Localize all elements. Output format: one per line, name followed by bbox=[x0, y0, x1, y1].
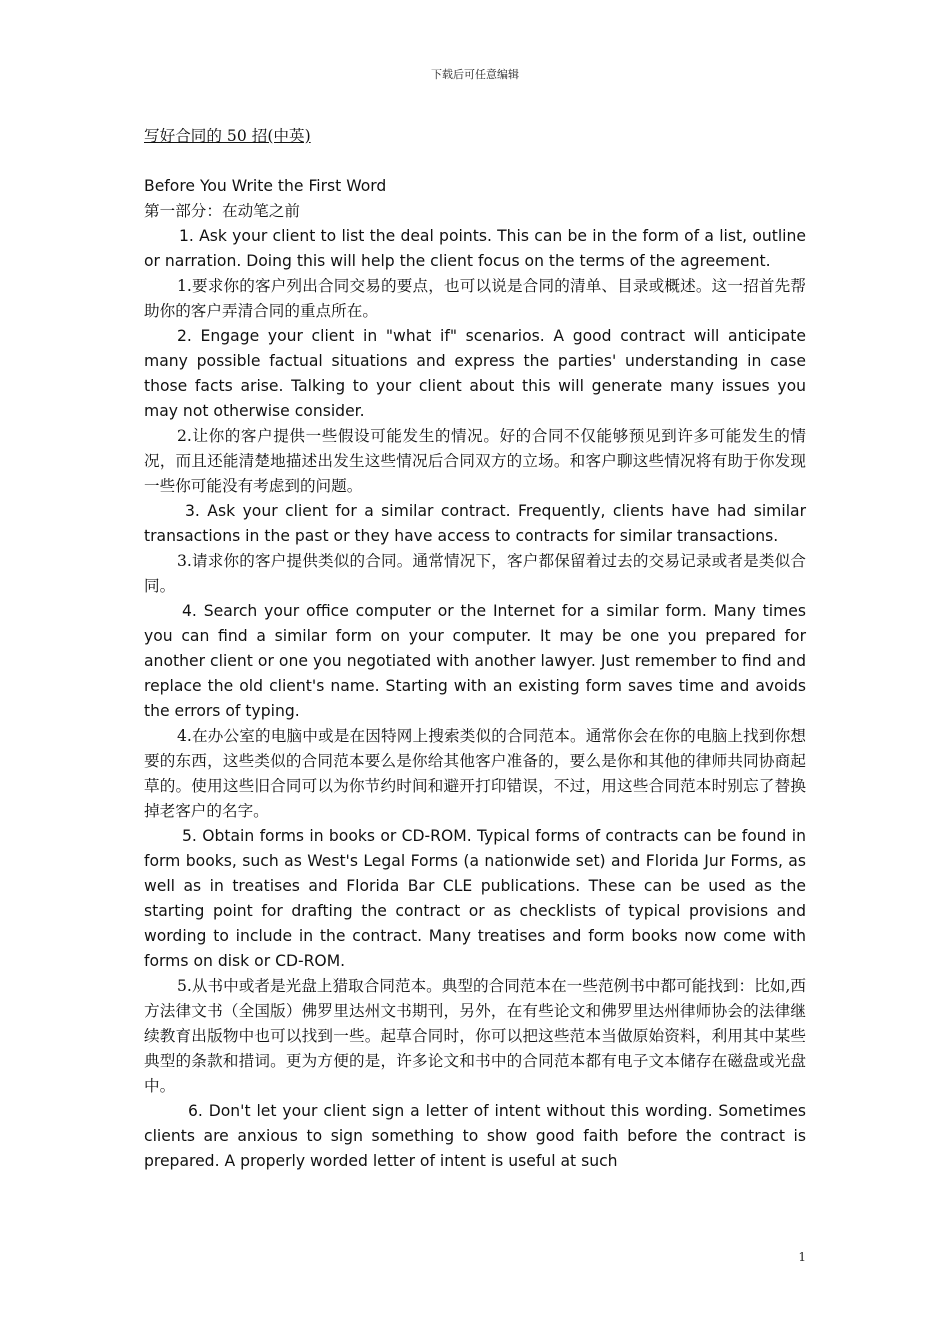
item-1-cn: 1.要求你的客户列出合同交易的要点，也可以说是合同的清单、目录或概述。这一招首先帮助你的客户弄清合同的重点所在。 bbox=[144, 277, 806, 320]
page-number: 1 bbox=[798, 1250, 806, 1264]
document-body bbox=[144, 124, 806, 1174]
section-heading-cn: 第一部分：在动笔之前 bbox=[144, 202, 300, 220]
document-title: 写好合同的 50 招(中英) bbox=[144, 127, 311, 145]
item-5-en: 5. Obtain forms in books or CD-ROM. Typical forms of contracts can be found in form books, such as West's Legal Forms (a nationwide set) and Florida Jur Forms, as well as in treatises and Florida Bar CLE publications. These can be used as the starting point for drafting the contract or as checklists of typical provisions and wording to include in the contract. Many treatises and form books now come with forms on disk or CD-ROM. bbox=[144, 827, 806, 970]
item-4-en: 4. Search your office computer or the Internet for a similar form. Many times you can find a similar form on your computer. It may be one you prepared for another client or one you negotiated with another lawyer. Just remember to find and replace the old client's name. Starting with an existing form saves time and avoids the errors of typing. bbox=[144, 602, 806, 720]
item-2-en: 2. Engage your client in "what if" scenarios. A good contract will anticipate many possible factual situations and express the parties' understanding in case those facts arise. Talking to your client about this will generate many issues you may not otherwise consider. bbox=[144, 327, 806, 420]
item-4-cn: 4.在办公室的电脑中或是在因特网上搜索类似的合同范本。通常你会在你的电脑上找到你想要的东西，这些类似的合同范本要么是你给其他客户准备的，要么是你和其他的律师共同协商起草的。使用这些旧合同可以为你节约时间和避开打印错误，不过，用这些合同范本时别忘了替换掉老客户的名字。 bbox=[144, 727, 806, 820]
item-2-cn: 2.让你的客户提供一些假设可能发生的情况。好的合同不仅能够预见到许多可能发生的情况，而且还能清楚地描述出发生这些情况后合同双方的立场。和客户聊这些情况将有助于你发现一些你可能没有考虑到的问题。 bbox=[144, 427, 806, 495]
item-5-cn: 5.从书中或者是光盘上猎取合同范本。典型的合同范本在一些范例书中都可能找到：比如,西方法律文书（全国版）佛罗里达州文书期刊，另外，在有些论文和佛罗里达州律师协会的法律继续教育出版物中也可以找到一些。起草合同时，你可以把这些范本当做原始资料，利用其中某些典型的条款和措词。更为方便的是，许多论文和书中的合同范本都有电子文本储存在磁盘或光盘中。 bbox=[144, 977, 806, 1095]
item-6-en: 6. Don't let your client sign a letter of intent without this wording. Sometimes clients are anxious to sign something to show good faith before the contract is prepared. A properly worded letter of intent is useful at such bbox=[144, 1102, 806, 1170]
item-3-cn: 3.请求你的客户提供类似的合同。通常情况下，客户都保留着过去的交易记录或者是类似合同。 bbox=[144, 552, 806, 595]
section-heading-en: Before You Write the First Word bbox=[144, 177, 387, 195]
item-1-en: 1. Ask your client to list the deal points. This can be in the form of a list, outline or narration. Doing this will help the client focus on the terms of the agreement. bbox=[144, 227, 806, 270]
item-3-en: 3. Ask your client for a similar contract. Frequently, clients have had similar transactions in the past or they have access to contracts for similar transactions. bbox=[144, 502, 806, 545]
page-header: 下载后可任意编辑 bbox=[431, 68, 519, 81]
